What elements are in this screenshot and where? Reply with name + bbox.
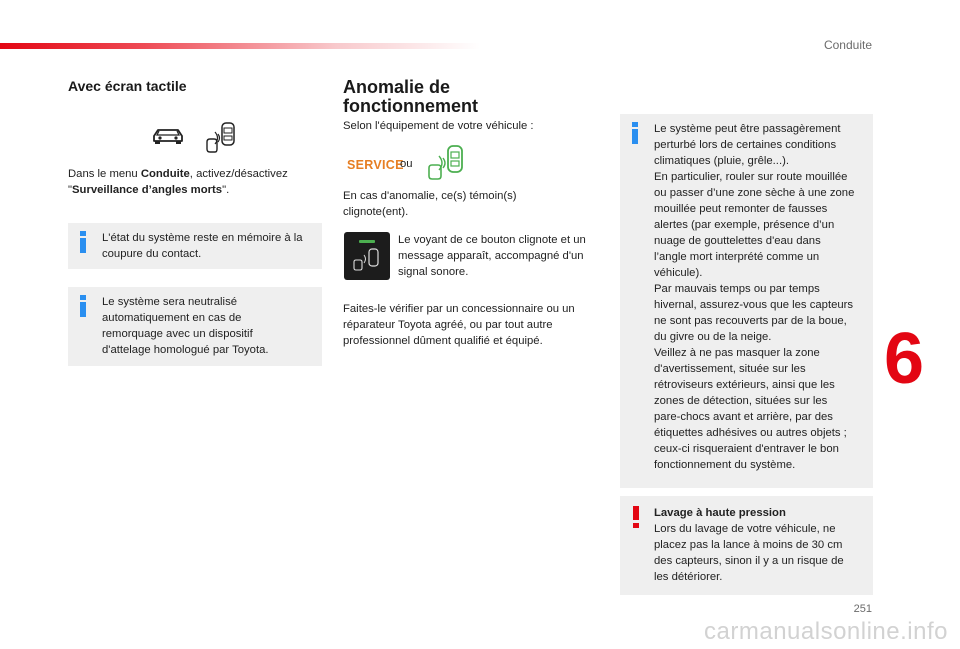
service-warning-label: SERVICE	[347, 158, 404, 172]
or-label: ou	[400, 158, 413, 170]
touchscreen-heading: Avec écran tactile	[68, 78, 187, 94]
equipment-intro: Selon l'équipement de votre véhicule :	[343, 120, 534, 132]
warning-text: Lors du lavage de votre véhicule, ne placez pas la lance à moins de 30 cm des capteurs, sinon il y a un risque de les détériorer.	[654, 523, 844, 583]
weather-info-box	[620, 114, 873, 488]
warning-icon	[633, 506, 639, 528]
anomaly-text: En cas d'anomalie, ce(s) témoin(s) clignote(ent).	[343, 190, 517, 218]
info-memory-text: L'état du système reste en mémoire à la coupure du contact.	[102, 232, 303, 260]
info-memory-box	[68, 223, 322, 269]
car-icon	[150, 124, 186, 148]
button-behavior-text: Le voyant de ce bouton clignote et un message apparaît, accompagné d'un signal sonore.	[398, 234, 586, 278]
high-pressure-warning-box	[620, 496, 873, 595]
info-icon	[632, 122, 638, 144]
blind-spot-button[interactable]	[344, 232, 390, 280]
page-number: 251	[853, 603, 872, 615]
blind-spot-warning-icon	[424, 144, 468, 182]
menu-instruction: Dans le menu Conduite, activez/désactivez "Surveillance d’angles morts".	[68, 168, 288, 196]
function-name: Surveillance d’angles morts	[72, 184, 223, 196]
watermark: carmanualsonline.info	[704, 618, 948, 645]
info-icon	[80, 295, 86, 317]
menu-name: Conduite	[140, 168, 190, 180]
header-accent-bar	[0, 43, 480, 49]
section-title: Conduite	[823, 38, 872, 52]
info-towing-box	[68, 287, 322, 366]
warning-title: Lavage à haute pression	[654, 507, 786, 519]
blind-spot-icon	[203, 122, 237, 154]
info-towing-text: Le système sera neutralisé automatiquement en cas de remorquage avec un dispositif d'attelage homologué par Toyota.	[102, 296, 269, 356]
malfunction-heading: Anomalie de fonctionnement	[343, 77, 478, 116]
blind-spot-button-icon	[344, 232, 390, 280]
info-icon	[80, 231, 86, 253]
weather-info-text: Le système peut être passagèrement perturbé lors de certaines conditions climatiques (pluie, grêle...). En particulier, rouler sur route mouillée ou passer d’une zone sèche à une zone mouillée peut remonter de fausses alertes (par exemple, présence d’un nuage de gouttelettes d'eau dans l’angle mort interprété comme un véhicule). Par mauvais temps ou par temps hivernal, assurez-vous que les capteurs ne sont pas recouverts par de la boue, du givre ou de la neige. Veillez à ne pas masquer la zone d'avertissement, située sur les rétroviseurs extérieurs, ainsi que les zones de détection, situées sur les pare-chocs avant et arrière, par des étiquettes adhésives ou autres objets ; ceux-ci risqueraient d'entraver le bon fonctionnement du système.	[654, 123, 855, 471]
dealer-check-text: Faites-le vérifier par un concessionnaire ou un réparateur Toyota agréé, ou par tout autre professionnel dûment qualifié et équipé.	[343, 303, 575, 347]
chapter-number: 6	[884, 319, 925, 399]
